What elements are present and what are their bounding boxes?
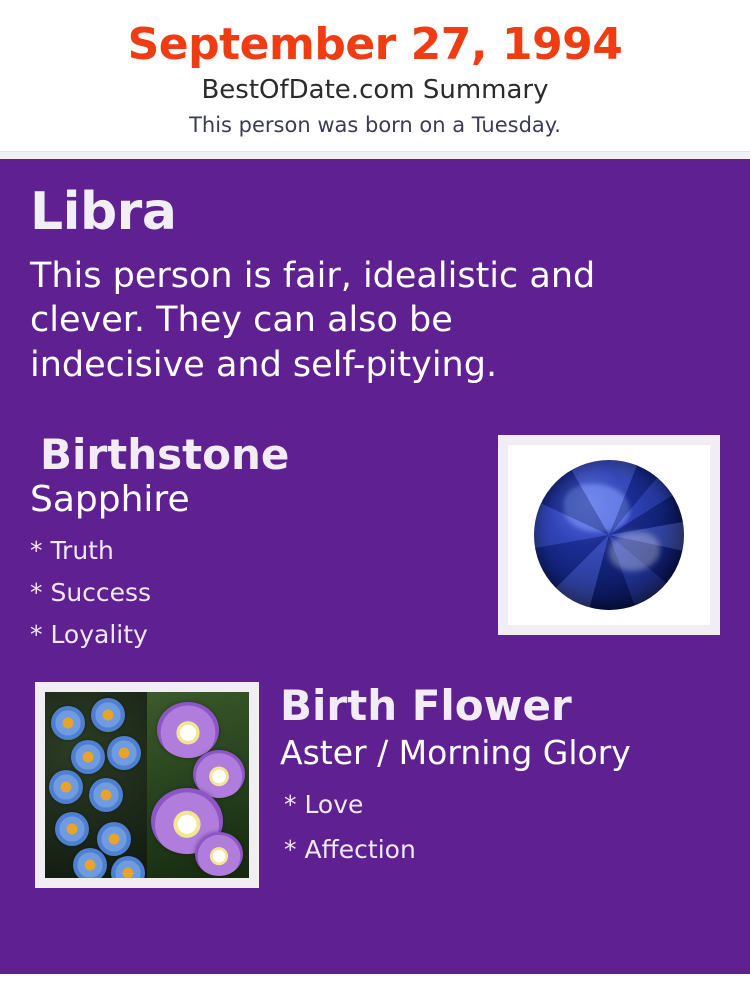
header-divider (0, 151, 750, 159)
birth-flower-text (280, 681, 720, 865)
birth-flower-heading: Birth Flower (280, 681, 572, 731)
zodiac-sign-name: Libra (30, 182, 177, 243)
birth-flower-image (35, 682, 259, 888)
zodiac-section (30, 182, 720, 387)
birth-flower-name: Aster / Morning Glory (280, 733, 631, 773)
birthstone-image (498, 435, 720, 635)
gem-facets (534, 460, 684, 610)
birth-flower-image-inner (45, 692, 249, 878)
site-summary-label: BestOfDate.com Summary (201, 75, 549, 106)
birth-flower-section (30, 682, 720, 897)
birthstone-image-inner (508, 445, 710, 625)
birth-flower-trait: * Love (284, 790, 364, 820)
birth-flower-traits (280, 790, 720, 865)
birthstone-trait: * Loyality (30, 619, 148, 649)
sapphire-gem-icon (534, 460, 684, 610)
birthstone-section (30, 430, 720, 649)
aster-photo-half (45, 692, 147, 878)
morning-glory-photo-half (147, 692, 249, 878)
birth-flower-trait: * Affection (284, 835, 416, 865)
birthstone-trait: * Success (30, 577, 152, 607)
born-day-text: This person was born on a Tuesday. (189, 113, 561, 138)
birthstone-heading: Birthstone (40, 430, 290, 480)
birthstone-trait: * Truth (30, 535, 114, 565)
page-header (0, 0, 750, 151)
page-title-date: September 27, 1994 (127, 19, 623, 70)
zodiac-description: This person is fair, idealistic and clever. They can also be indecisive and self-pitying. (30, 255, 596, 385)
main-panel (0, 159, 750, 974)
birthstone-name: Sapphire (30, 479, 190, 521)
